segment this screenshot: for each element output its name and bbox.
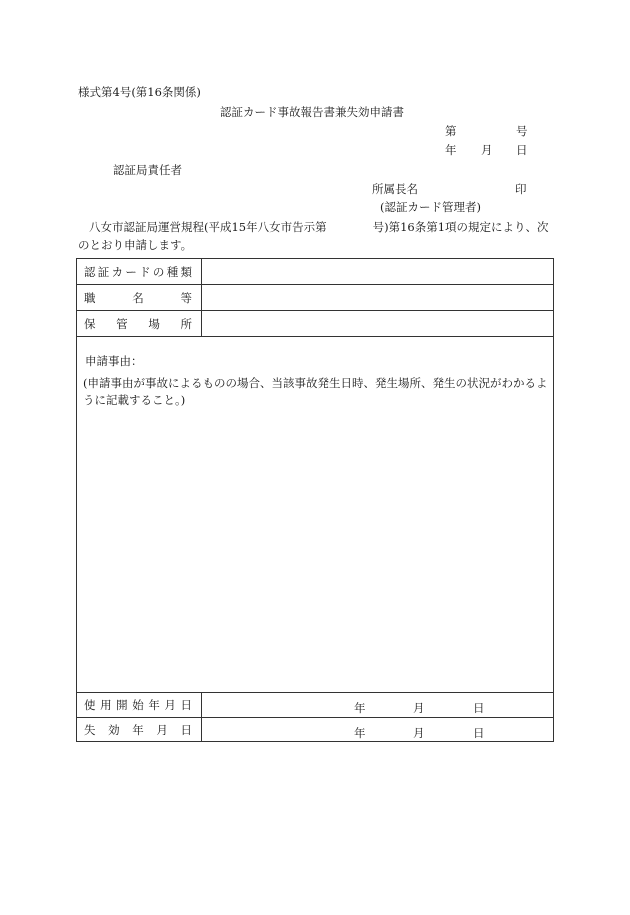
label-char: 年 (132, 722, 144, 737)
label-char: 月 (164, 698, 176, 712)
label-char: 開 (116, 698, 128, 712)
position-value[interactable] (202, 285, 553, 310)
label-char: 職 (84, 290, 96, 305)
body-text: 八女市認証局運営規程(平成15年八女市告示第 号)第16条第1項の規定により、次のとおり申請します。 (78, 220, 549, 252)
start-date-label-cell (77, 693, 202, 717)
label-char: 種 (166, 264, 179, 279)
card-type-label (84, 264, 192, 280)
label-char: 類 (180, 264, 192, 279)
date-year: 年 (445, 143, 457, 157)
start-date-row (77, 693, 553, 718)
label-char: 年 (148, 698, 160, 712)
expiry-date-year: 年 (354, 726, 366, 740)
reason-cell[interactable] (77, 337, 553, 693)
number-prefix: 第 (445, 124, 457, 138)
label-char: カ (111, 264, 124, 279)
position-label (84, 290, 192, 306)
document-title: 認証カード事故報告書兼失効申請書 (220, 105, 404, 119)
label-char: 証 (97, 264, 110, 279)
label-char: 所 (180, 316, 192, 331)
label-char: 保 (84, 316, 96, 331)
storage-row (77, 311, 553, 337)
expiry-date-row (77, 718, 553, 741)
storage-value[interactable] (202, 311, 553, 336)
expiry-date-day: 日 (473, 726, 485, 740)
sender-label: 所属長名 (372, 182, 418, 196)
label-char: 始 (132, 698, 144, 712)
addressee: 認証局責任者 (113, 163, 182, 177)
label-char: ー (125, 264, 137, 279)
label-char: 月 (156, 722, 168, 737)
storage-label-cell (77, 311, 202, 336)
label-char: ド (139, 264, 151, 279)
position-row (77, 285, 553, 311)
storage-label (84, 316, 192, 332)
expiry-date-label-cell (77, 718, 202, 741)
card-type-row (77, 259, 553, 285)
label-char: 名 (132, 290, 144, 305)
start-date-label (84, 697, 192, 713)
expiry-date-label (84, 722, 192, 738)
label-char: 認 (84, 264, 96, 279)
application-form-table (76, 258, 554, 742)
label-char: 日 (180, 722, 192, 737)
start-date-day: 日 (473, 701, 485, 715)
reason-label: 申請事由： (85, 354, 143, 368)
label-char: の (152, 264, 165, 279)
label-char: 使 (84, 698, 96, 712)
label-char: 失 (84, 722, 96, 737)
start-date-year: 年 (354, 701, 366, 715)
label-char: 管 (116, 316, 128, 331)
seal-mark: 印 (515, 182, 527, 196)
position-label-cell (77, 285, 202, 310)
label-char: 日 (180, 698, 192, 712)
label-char: 場 (148, 316, 160, 331)
start-date-month: 月 (413, 701, 425, 715)
start-date-value[interactable] (202, 693, 553, 717)
reason-note: (申請事由が事故によるものの場合、当該事故発生日時、発生場所、発生の状況がわかるように記載すること。) (83, 376, 548, 407)
card-type-value[interactable] (202, 259, 553, 284)
form-number: 様式第4号(第16条関係) (78, 85, 201, 99)
expiry-date-month: 月 (413, 726, 425, 740)
label-char: 用 (100, 698, 112, 712)
label-char: 等 (180, 290, 192, 305)
expiry-date-value[interactable] (202, 718, 553, 741)
date-day: 日 (516, 143, 528, 157)
date-month: 月 (481, 143, 493, 157)
number-suffix: 号 (516, 124, 528, 138)
card-type-label-cell (77, 259, 202, 284)
sender-role: (認証カード管理者) (380, 200, 481, 214)
label-char: 効 (108, 722, 120, 737)
